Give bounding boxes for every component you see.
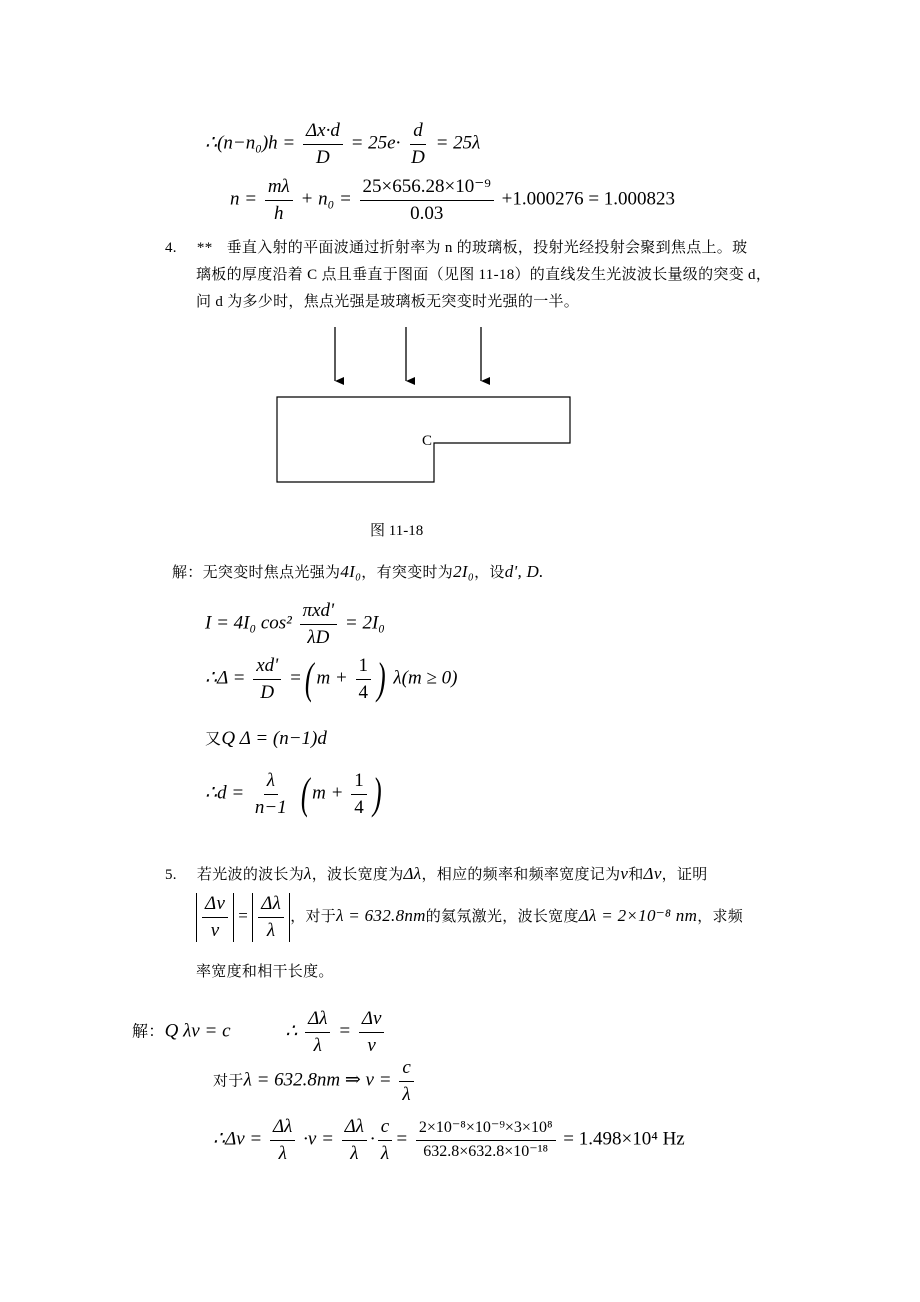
solution-5-eq-3: ∴Δν = $\frac{\Delta\lambda}{\lambda}$ ·ν = $\frac{\Delta\lambda}{\lambda}$ · $\frac{c}{\lambda}$ = $\frac{\text{2×10⁻⁸×10⁻⁹×3×10⁸}}{\text{632.8×632.8×10⁻¹⁸}}$ = 1.498×10⁴ Hz bbox=[213, 1116, 685, 1164]
sol5-eq3-f1 bbox=[270, 1116, 295, 1165]
sol4-eqD-q-den: 4 bbox=[354, 796, 364, 818]
sol5-eq1b-den1: λ bbox=[313, 1034, 322, 1056]
sol4-eqB-rhs: λ(m ≥ 0) bbox=[393, 667, 458, 689]
problem-5-text-b: ，波长宽度为 bbox=[311, 867, 404, 883]
problem-5-text-c: ，相应的频率和频率宽度记为 bbox=[421, 867, 621, 883]
sol4-eqB-den: D bbox=[260, 681, 275, 703]
sol4-eqD-quarter bbox=[351, 770, 367, 819]
eq2-frac1 bbox=[265, 176, 293, 225]
sol4-eqB-lhs: ∴Δ = bbox=[205, 667, 246, 689]
equation-1 bbox=[205, 120, 480, 169]
eq2-lhs: n = bbox=[230, 188, 258, 210]
sol5-eq3-f2 bbox=[342, 1116, 367, 1165]
sol4-eqD-m: m + bbox=[312, 782, 344, 804]
solution-4-intro-v3: d', D. bbox=[504, 562, 544, 581]
sol5-eq3-lhs: ∴Δν = bbox=[213, 1128, 263, 1150]
p5-f2-num: Δλ bbox=[258, 893, 284, 918]
eq1-rhs: = 25λ bbox=[435, 132, 481, 154]
sol5-eq3-f2-den: λ bbox=[350, 1142, 359, 1164]
sol5-eq3-f3 bbox=[378, 1116, 392, 1165]
sol4-eqD-num: λ bbox=[264, 770, 278, 795]
solution-5-eq-1: 解：Q λν = c ∴ $\frac{\Delta\lambda}{\lambda}$ = $\frac{\Delta\nu}{\nu}$ bbox=[132, 1008, 387, 1057]
problem-4-stars: ** bbox=[196, 240, 213, 256]
sol5-eq3-f1-num: Δλ bbox=[270, 1116, 295, 1141]
sol5-eq1b-den2: ν bbox=[367, 1034, 376, 1056]
sol4-eqB-m: m + bbox=[316, 667, 348, 689]
problem-4-text-1: 垂直入射的平面波通过折射率为 n 的玻璃板，投射光经投射会聚到焦点上。玻 bbox=[226, 240, 748, 256]
sol5-eq3-f1-den: λ bbox=[278, 1142, 287, 1164]
eq2-frac2 bbox=[360, 176, 494, 225]
solution-4-eq-d: ∴d = $\frac{\lambda}{n-1}$ ( m + $\frac{1}{4}$ ) bbox=[205, 769, 382, 819]
sol4-eqB-q-den: 4 bbox=[358, 681, 368, 703]
solution-4-intro-v1: 4I₀ bbox=[340, 562, 362, 581]
sol5-eq1b-num2: Δν bbox=[359, 1008, 385, 1033]
sol4-eqB-frac bbox=[253, 655, 281, 704]
eq1-frac2 bbox=[408, 120, 428, 169]
sol4-eqD-q-num: 1 bbox=[351, 770, 367, 795]
p5-f2-den: λ bbox=[266, 919, 276, 941]
sol5-eq3-mid1: ·ν = bbox=[303, 1128, 334, 1150]
eq2-frac2-den: 0.03 bbox=[410, 202, 444, 224]
sol5-eq3-rhs: = 1.498×10⁴ Hz bbox=[563, 1128, 685, 1150]
sol5-eq3-f3-den: λ bbox=[380, 1142, 390, 1164]
sol5-eq2-frac bbox=[399, 1057, 413, 1106]
solution-4-intro-b: ，有突变时为 bbox=[361, 565, 454, 581]
problem-5-v4: Δν bbox=[643, 864, 662, 883]
solution-4-intro-v2: 2I₀ bbox=[453, 562, 475, 581]
sol5-eq2-prefix: 对于 bbox=[213, 1073, 244, 1090]
solution-4-intro-a: 解：无突变时焦点光强为 bbox=[172, 565, 341, 581]
sol4-eqB-quarter bbox=[356, 655, 372, 704]
problem-5-text-e: ，证明 bbox=[661, 867, 708, 883]
solution-4-eq-a bbox=[205, 600, 385, 649]
sol4-eqA-rhs: = 2I₀ bbox=[344, 612, 385, 634]
problem-4-line-3: 问 d 为多少时，焦点光强是玻璃板无突变时光强的一半。 bbox=[196, 294, 580, 310]
problem-5-line-1 bbox=[165, 863, 708, 884]
eq1-frac1-num: Δx·d bbox=[303, 120, 343, 145]
eq1-frac1 bbox=[303, 120, 343, 169]
sol4-eqB-q-num: 1 bbox=[356, 655, 372, 680]
eq2-rhs: +1.000276 = 1.000823 bbox=[501, 188, 676, 210]
problem-4-number: 4. bbox=[165, 240, 177, 256]
abs-delta-lambda-over-lambda bbox=[252, 893, 290, 942]
eq1-mid: = 25e· bbox=[350, 132, 401, 154]
sol5-eq3-f3-num: c bbox=[378, 1116, 392, 1141]
eq1-frac2-den: D bbox=[411, 146, 425, 168]
sol5-eq3-f2-num: Δλ bbox=[342, 1116, 367, 1141]
sol5-eq1b-num1: Δλ bbox=[305, 1008, 330, 1033]
sol5-eq2-body: λ = 632.8nm ⇒ ν = bbox=[243, 1069, 392, 1091]
problem-5-text-2b: 的氦氖激光，波长宽度 bbox=[425, 908, 579, 925]
problem-5-number: 5. bbox=[165, 867, 177, 883]
problem-5-text-2a: ，对于 bbox=[290, 908, 337, 925]
sol4-eqD-frac bbox=[252, 770, 290, 819]
problem-5-dlambda-value: Δλ = 2×10⁻⁸ nm bbox=[578, 905, 698, 925]
problem-5-lambda-value: λ = 632.8nm bbox=[336, 905, 426, 925]
p5-f1-den: ν bbox=[210, 919, 220, 941]
solution-4-intro-c: ，设 bbox=[474, 565, 505, 581]
eq2-frac1-num: mλ bbox=[265, 176, 293, 201]
eq2-frac2-num: 25×656.28×10⁻⁹ bbox=[360, 176, 494, 201]
figure-label-c: C bbox=[422, 433, 433, 449]
solution-4-eq-c bbox=[205, 726, 327, 750]
sol5-eq2-num: c bbox=[399, 1057, 413, 1082]
problem-5-v1: λ bbox=[304, 864, 312, 883]
problem-5-v2: Δλ bbox=[403, 864, 422, 883]
p5-f1-num: Δν bbox=[202, 893, 228, 918]
abs-delta-nu-over-nu bbox=[196, 893, 234, 942]
sol5-eq1b-frac2 bbox=[359, 1008, 385, 1057]
sol4-eqA-den: λD bbox=[307, 626, 330, 648]
eq2-frac1-den: h bbox=[274, 202, 284, 224]
sol5-eq3-f4-num: 2×10⁻⁸×10⁻⁹×3×10⁸ bbox=[416, 1119, 556, 1140]
problem-4-line-2: 璃板的厚度沿着 C 点且垂直于图面（见图 11-18）的直线发生光波波长量级的突变 d， bbox=[196, 267, 772, 283]
eq2-mid: + n₀ = bbox=[300, 188, 352, 210]
sol5-eq3-f4-den: 632.8×632.8×10⁻¹⁸ bbox=[423, 1142, 549, 1160]
problem-5-line-2: $\frac{\Delta\nu}{\nu}$ = $\frac{\Delta\lambda}{\lambda}$ ，对于λ = 632.8nm的氦氖激光，波长宽度Δλ = 2×10⁻⁸ nm，求频 bbox=[196, 893, 743, 942]
problem-5-text-a: 若光波的波长为 bbox=[196, 867, 305, 883]
sol4-eqD-den: n−1 bbox=[254, 796, 287, 818]
problem-5-line-3: 率宽度和相干长度。 bbox=[196, 964, 334, 980]
solution-4-eq-b: ∴Δ = $\frac{xd'}{D}$ =( m + $\frac{1}{4}$ ) λ(m ≥ 0) bbox=[205, 654, 458, 704]
sol4-eqC-body: Q Δ = (n−1)d bbox=[221, 728, 327, 749]
sol4-eqA-num: πxd' bbox=[300, 600, 338, 625]
solution-5-label: 解： bbox=[132, 1023, 165, 1041]
sol4-eqC-prefix: 又 bbox=[205, 731, 222, 748]
eq1-frac2-num: d bbox=[410, 120, 426, 145]
sol5-eq1b-prefix: ∴ bbox=[285, 1020, 298, 1042]
problem-5-text-d: 和 bbox=[628, 867, 644, 883]
sol5-eq3-f4 bbox=[416, 1119, 556, 1161]
figure-11-18 bbox=[270, 325, 580, 490]
eq1-lhs: ∴(n−n₀)h = bbox=[205, 132, 296, 154]
figure-caption: 图 11-18 bbox=[370, 523, 424, 539]
problem-5-text-2c: ，求频 bbox=[697, 908, 744, 925]
sol5-eq2-den: λ bbox=[402, 1083, 411, 1105]
eq1-frac1-den: D bbox=[316, 146, 330, 168]
solution-5-eq-2 bbox=[213, 1057, 417, 1106]
equation-2 bbox=[230, 176, 675, 225]
solution-4-intro bbox=[172, 561, 544, 582]
sol5-eq1b-frac1 bbox=[305, 1008, 330, 1057]
problem-4-line-1 bbox=[165, 236, 747, 257]
sol4-eqA-lhs: I = 4I₀ cos² bbox=[205, 612, 292, 634]
sol4-eqA-frac bbox=[300, 600, 338, 649]
sol4-eqD-lhs: ∴d = bbox=[205, 782, 245, 804]
sol4-eqB-num: xd' bbox=[253, 655, 281, 680]
sol5-eq1a: Q λν = c bbox=[164, 1020, 231, 1042]
problem-5-v3: ν bbox=[620, 864, 629, 883]
